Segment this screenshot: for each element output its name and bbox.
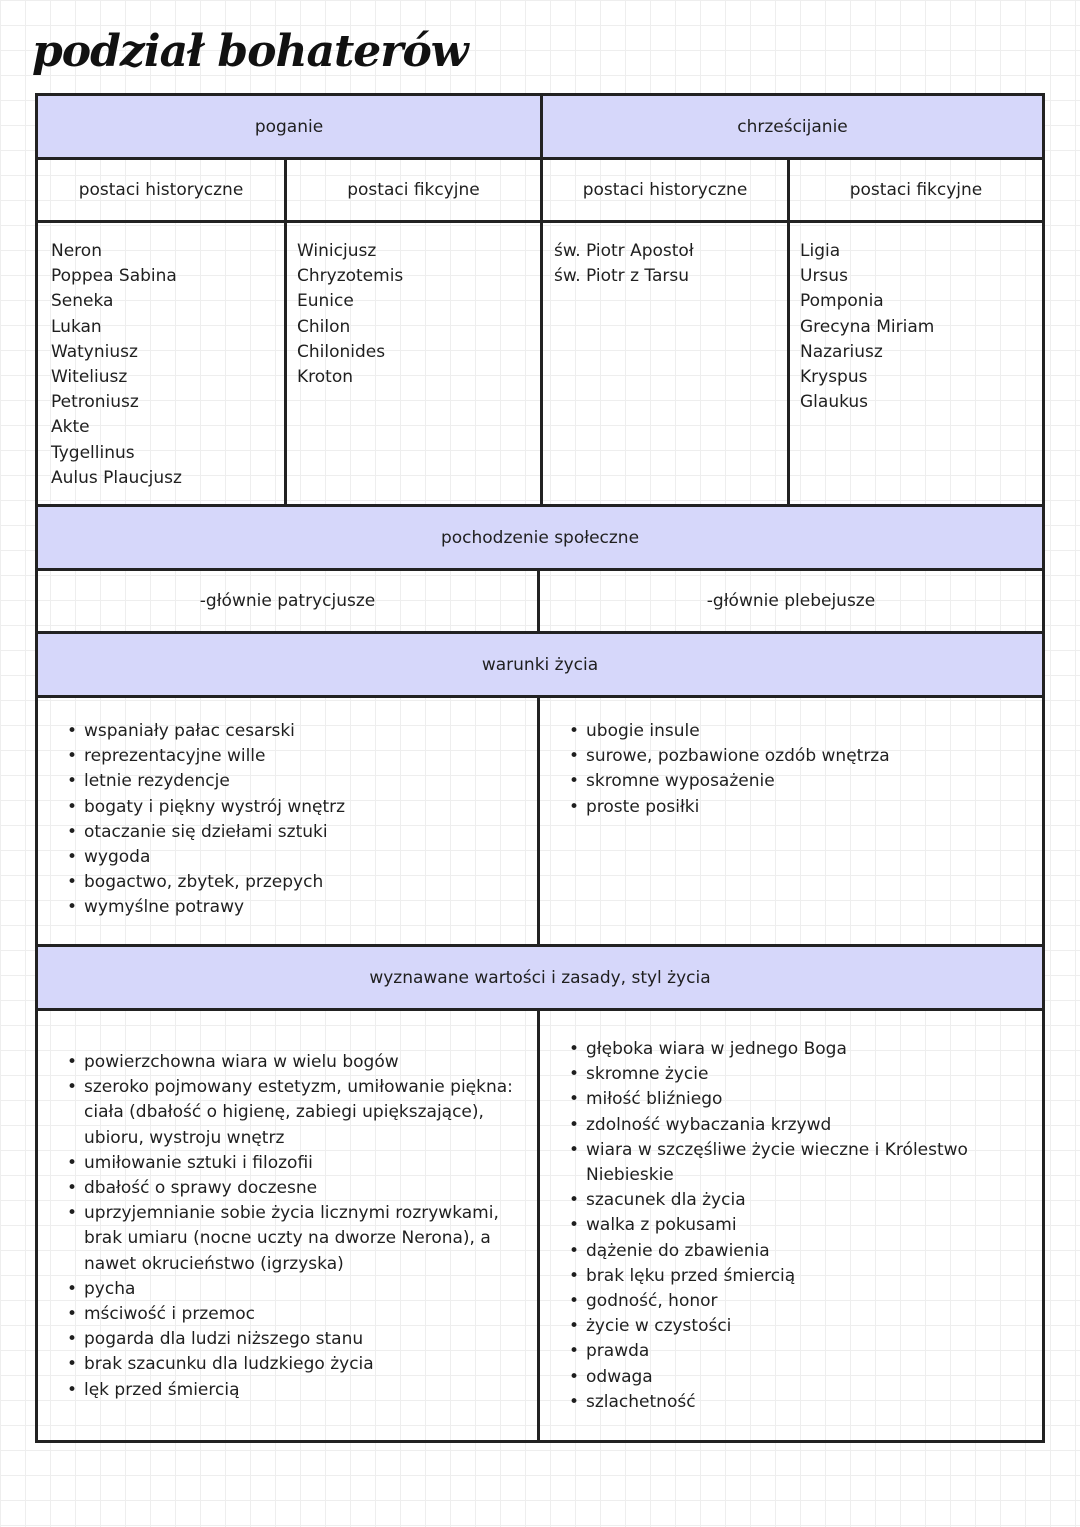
living-conditions-christians-list — [540, 719, 1042, 820]
subheader-pagan-fictional: postaci fikcyjne — [347, 180, 480, 200]
divider — [284, 157, 287, 504]
christian-fictional-cell — [800, 239, 1040, 415]
list-item: • walka z pokusami — [586, 1213, 982, 1238]
divider — [537, 1008, 540, 1440]
list-item: • dążenie do zbawienia — [586, 1239, 982, 1264]
list-item: • głęboka wiara w jednego Boga — [586, 1037, 982, 1062]
list-item: Glaukus — [800, 392, 869, 413]
characters-table — [35, 93, 1045, 1443]
list-item: Watyniusz — [51, 341, 138, 362]
list-item: Chilonides — [297, 341, 386, 362]
values-christians-list — [540, 1037, 1042, 1415]
list-item: Witeliusz — [51, 367, 128, 388]
divider — [38, 695, 1042, 698]
list-item: • uprzyjemnianie sobie życia licznymi rozrywkami, brak umiaru (nocne uczty na dworze Nerona), a nawet okrucieństwo (igrzyska) — [84, 1201, 519, 1277]
list-item: • zdolność wybaczania krzywd — [586, 1113, 982, 1138]
christian-historical-list — [554, 239, 784, 289]
list-item: • umiłowanie sztuki i filozofii — [84, 1151, 519, 1176]
subheader-christian-historical: postaci historyczne — [582, 180, 748, 200]
list-item: • prawda — [586, 1339, 982, 1364]
list-item: • reprezentacyjne wille — [84, 744, 537, 769]
divider — [787, 157, 790, 504]
list-item: • odwaga — [586, 1365, 982, 1390]
list-item: Eunice — [297, 291, 354, 312]
page-title: podział bohaterów — [32, 26, 468, 77]
list-item: • brak szacunku dla ludzkiego życia — [84, 1352, 519, 1377]
list-item: • szlachetność — [586, 1390, 982, 1415]
list-item: św. Piotr Apostoł — [554, 241, 694, 261]
list-item: Ligia — [800, 241, 841, 261]
list-item: Nazariusz — [800, 341, 883, 362]
list-item: • pogarda dla ludzi niższego stanu — [84, 1327, 519, 1352]
living-conditions-pagans-cell — [38, 719, 537, 921]
list-item: Seneka — [51, 291, 114, 312]
social-origin-christians: -głównie plebejusze — [706, 591, 876, 611]
list-item: • życie w czystości — [586, 1314, 982, 1339]
list-item: Tygellinus — [51, 442, 135, 463]
list-item: • otaczanie się dziełami sztuki — [84, 820, 537, 845]
list-item: • wymyślne potrawy — [84, 895, 537, 920]
subheader-pagan-historical: postaci historyczne — [78, 180, 244, 200]
pagan-historical-list — [51, 239, 281, 491]
divider — [38, 944, 1042, 947]
list-item: • wygoda — [84, 845, 537, 870]
list-item: • szeroko pojmowany estetyzm, umiłowanie piękna: ciała (dbałość o higienę, zabiegi upiększające), ubioru, wystroju wnętrz — [84, 1075, 519, 1151]
list-item: Kroton — [297, 367, 354, 388]
list-item: Chryzotemis — [297, 266, 404, 287]
divider — [537, 695, 540, 947]
list-item: Poppea Sabina — [51, 266, 177, 287]
list-item: • lęk przed śmiercią — [84, 1378, 519, 1403]
header-values: wyznawane wartości i zasady, styl życia — [38, 947, 1042, 1008]
header-christians: chrześcijanie — [543, 96, 1042, 157]
list-item: • surowe, pozbawione ozdób wnętrza — [586, 744, 1042, 769]
list-item: Ursus — [800, 266, 848, 287]
living-conditions-pagans-list — [38, 719, 537, 921]
list-item: • wspaniały pałac cesarski — [84, 719, 537, 744]
list-item: św. Piotr z Tarsu — [554, 266, 690, 287]
divider — [540, 96, 543, 507]
list-item: Akte — [51, 417, 90, 438]
list-item: • bogactwo, zbytek, przepych — [84, 870, 537, 895]
header-pagans: poganie — [38, 96, 540, 157]
list-item: • powierzchowna wiara w wielu bogów — [84, 1050, 519, 1075]
list-item: • mściwość i przemoc — [84, 1302, 519, 1327]
list-item: • godność, honor — [586, 1289, 982, 1314]
list-item: • szacunek dla życia — [586, 1188, 982, 1213]
list-item: Neron — [51, 241, 102, 261]
christian-historical-cell — [554, 239, 784, 289]
divider — [38, 568, 1042, 571]
values-christians-cell — [540, 1037, 1042, 1415]
header-social-origin: pochodzenie społeczne — [38, 507, 1042, 568]
list-item: Lukan — [51, 316, 102, 337]
divider — [537, 568, 540, 634]
divider — [38, 631, 1042, 634]
subheader-christian-fictional: postaci fikcyjne — [849, 180, 983, 200]
pagan-historical-cell — [51, 239, 281, 491]
list-item: • dbałość o sprawy doczesne — [84, 1176, 519, 1201]
living-conditions-christians-cell — [540, 719, 1042, 820]
list-item: • pycha — [84, 1277, 519, 1302]
christian-fictional-list — [800, 239, 1040, 415]
list-item: Chilon — [297, 316, 351, 337]
social-origin-pagans: -głównie patrycjusze — [199, 591, 376, 611]
values-pagans-list — [38, 1050, 537, 1403]
list-item: • miłość bliźniego — [586, 1087, 982, 1112]
list-item: • proste posiłki — [586, 795, 1042, 820]
list-item: • letnie rezydencje — [84, 769, 537, 794]
list-item: Pomponia — [800, 291, 884, 312]
list-item: • brak lęku przed śmiercią — [586, 1264, 982, 1289]
divider — [38, 1008, 1042, 1011]
header-living-conditions: warunki życia — [38, 634, 1042, 695]
list-item: • skromne wyposażenie — [586, 769, 1042, 794]
list-item: • wiara w szczęśliwe życie wieczne i Królestwo Niebieskie — [586, 1138, 982, 1188]
pagan-fictional-list — [297, 239, 537, 390]
list-item: Kryspus — [800, 367, 868, 388]
list-item: • ubogie insule — [586, 719, 1042, 744]
list-item: Winicjusz — [297, 241, 377, 261]
list-item: • skromne życie — [586, 1062, 982, 1087]
values-pagans-cell — [38, 1050, 537, 1403]
list-item: Petroniusz — [51, 392, 139, 413]
pagan-fictional-cell — [297, 239, 537, 390]
list-item: Grecyna Miriam — [800, 316, 935, 337]
list-item: • bogaty i piękny wystrój wnętrz — [84, 795, 537, 820]
list-item: Aulus Plaucjusz — [51, 467, 182, 488]
